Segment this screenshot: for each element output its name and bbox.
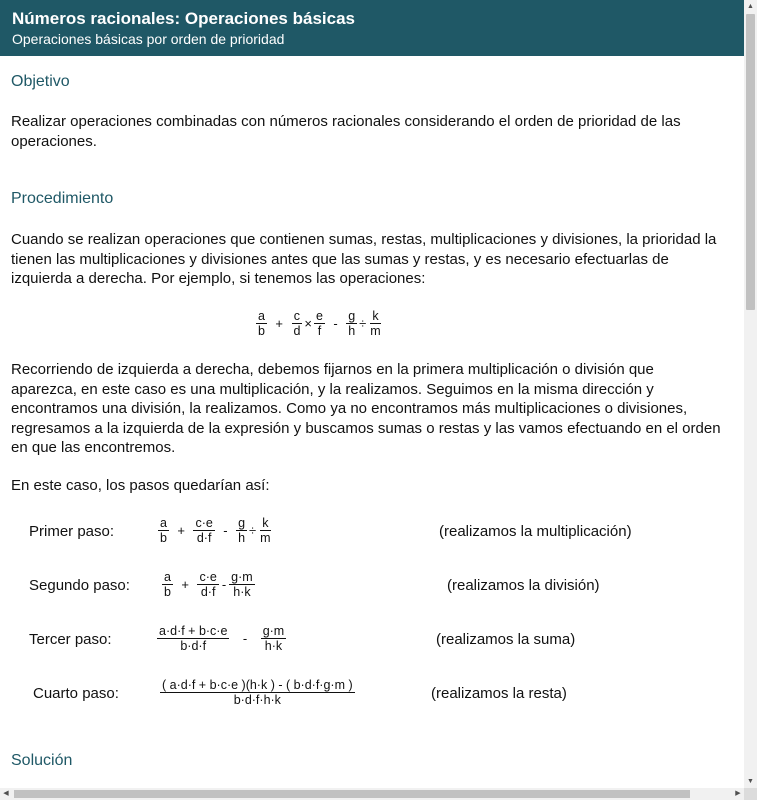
scroll-right-icon[interactable]: ▶ xyxy=(735,790,741,797)
operator: × xyxy=(304,316,312,331)
fraction: $\frac{a}{b}$ xyxy=(164,570,171,599)
fraction: $\frac{g\cdot m}{h\cdot k}$ xyxy=(231,570,253,599)
fraction: $\frac{a\cdot d\cdot f + b\cdot c\cdot e}{b\cdot d\cdot f}$ xyxy=(159,624,228,653)
vertical-scrollbar[interactable] xyxy=(744,0,757,788)
section-title-procedimiento: Procedimiento xyxy=(11,190,114,207)
operator: ÷ xyxy=(359,316,367,331)
fraction: $\frac{( a\cdot d\cdot f + b\cdot c\cdot e )(h\cdot k ) - ( b\cdot d\cdot f\cdot g\cdot m )}{b\cdot d\cdot f\cdot h\cdot k}$ xyxy=(162,678,353,707)
operator: - xyxy=(223,523,228,538)
example-expression xyxy=(255,309,384,338)
fraction: $\frac{c\cdot e}{d\cdot f}$ xyxy=(195,516,213,545)
step-label: Primer paso: xyxy=(29,523,115,540)
page-header xyxy=(0,0,744,56)
procedimiento-intro: Cuando se realizan operaciones que contienen sumas, restas, multiplicaciones y divisiones, la prioridad la tienen las multiplicaciones y divisiones antes que las sumas y restas, y es necesario efectuarlas de izquierda a derecha. Por ejemplo, si tenemos las operaciones: xyxy=(11,231,717,287)
fraction: $\frac{g\cdot m}{h\cdot k}$ xyxy=(262,624,285,653)
step-expression xyxy=(159,678,356,707)
step-expression xyxy=(157,516,274,545)
fraction: $\frac{k}{m}$ xyxy=(370,309,381,338)
horizontal-scrollbar[interactable] xyxy=(0,788,744,800)
objetivo-text: Realizar operaciones combinadas con números racionales considerando el orden de prioridad de las operaciones. xyxy=(11,113,681,150)
fraction: $\frac{c}{d}$ xyxy=(293,309,301,338)
fraction: $\frac{g}{h}$ xyxy=(238,516,246,545)
content-area xyxy=(0,56,744,788)
scrollbar-corner xyxy=(744,788,757,800)
fraction: $\frac{k}{m}$ xyxy=(260,516,271,545)
step-expression xyxy=(156,624,287,653)
vertical-scroll-thumb[interactable] xyxy=(746,14,755,310)
fraction: $\frac{g}{h}$ xyxy=(348,309,356,338)
steps-intro: En este caso, los pasos quedarían así: xyxy=(11,477,270,494)
fraction: $\frac{a}{b}$ xyxy=(160,516,167,545)
step-note: (realizamos la resta) xyxy=(431,685,567,702)
step-note: (realizamos la suma) xyxy=(436,631,576,648)
scroll-down-icon[interactable]: ▼ xyxy=(747,778,754,785)
step-note: (realizamos la división) xyxy=(447,577,600,594)
operator: ÷ xyxy=(249,523,257,538)
procedimiento-explanation: Recorriendo de izquierda a derecha, debemos fijarnos en la primera multiplicación o división que aparezca, en este caso es una multiplicación, y la realizamos. Seguimos en la misma dirección y encontramos una división, la realizamos. Como ya no encontramos más multiplicaciones o divisiones, regresamos a la izquierda de la expresión y buscamos sumas o restas y las vamos efectuando en el orden en que las encontremos. xyxy=(11,361,721,456)
operator: - xyxy=(221,577,227,592)
step-label: Cuarto paso: xyxy=(33,685,119,702)
operator: + xyxy=(177,523,185,538)
step-label: Tercer paso: xyxy=(29,631,112,648)
section-title-objetivo: Objetivo xyxy=(11,73,70,90)
operator: + xyxy=(181,577,189,592)
step-label: Segundo paso: xyxy=(29,577,130,594)
page-subtitle: Operaciones básicas por orden de prioridad xyxy=(12,31,285,47)
horizontal-scroll-thumb[interactable] xyxy=(14,790,690,798)
operator: - xyxy=(333,316,338,331)
page-title: Números racionales: Operaciones básicas xyxy=(12,9,355,28)
step-note: (realizamos la multiplicación) xyxy=(439,523,632,540)
fraction: $\frac{a}{b}$ xyxy=(258,309,265,338)
scroll-left-icon[interactable]: ◀ xyxy=(3,790,9,797)
scroll-up-icon[interactable]: ▲ xyxy=(747,3,754,10)
fraction: $\frac{e}{f}$ xyxy=(316,309,323,338)
operator: + xyxy=(275,316,283,331)
fraction: $\frac{c\cdot e}{d\cdot f}$ xyxy=(199,570,217,599)
section-title-solucion: Solución xyxy=(11,752,73,769)
step-expression xyxy=(161,570,256,599)
operator: - xyxy=(242,631,248,646)
